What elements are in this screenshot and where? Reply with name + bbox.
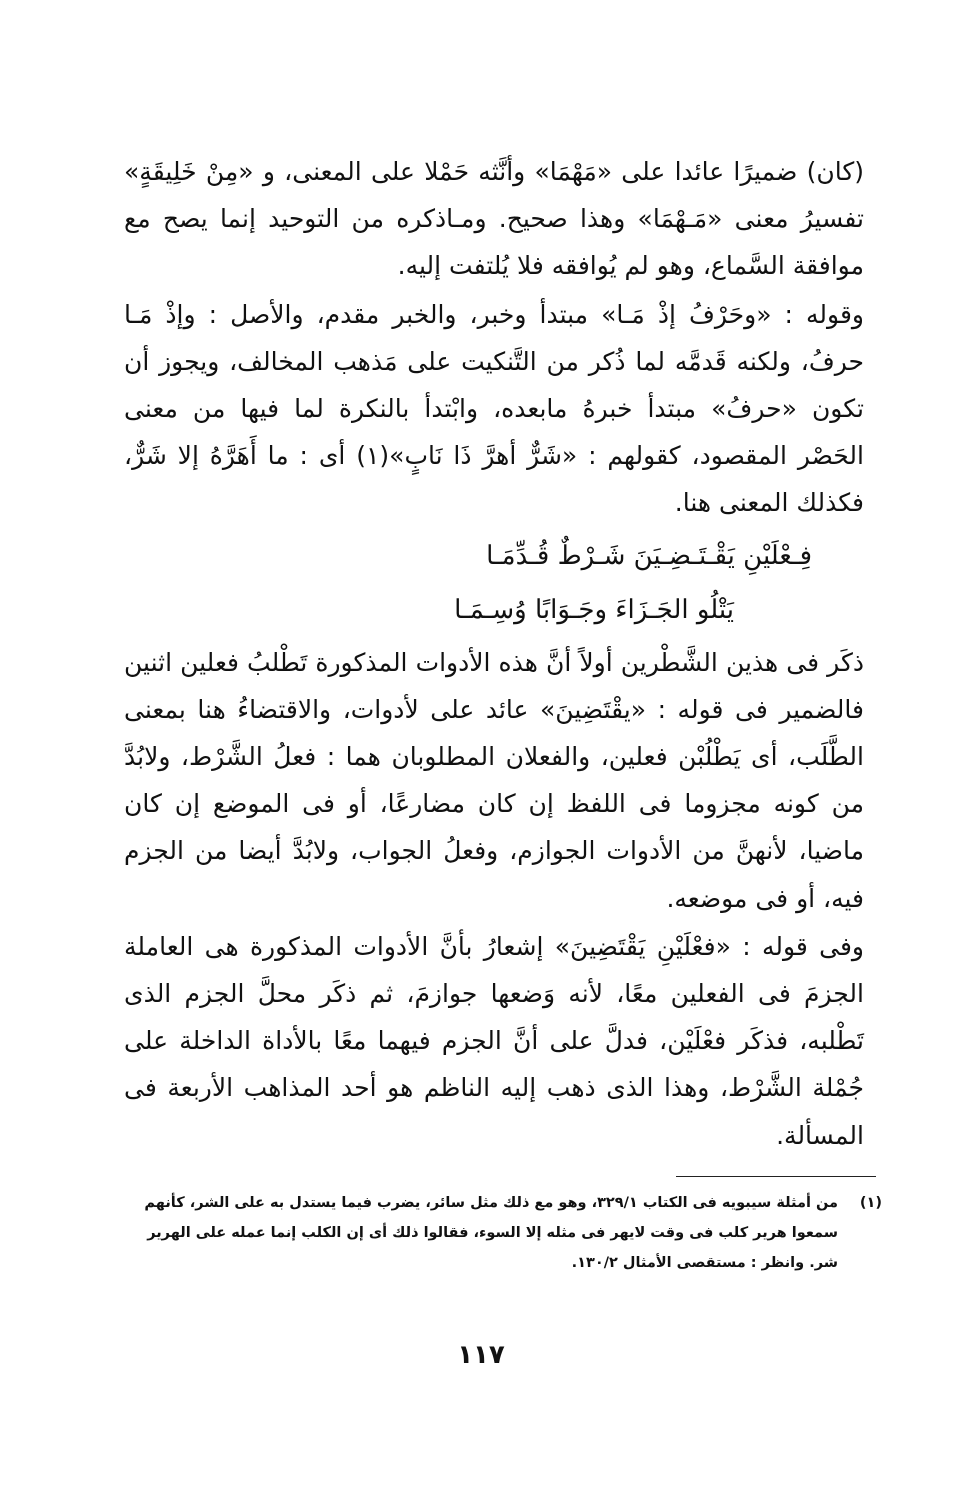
verse-line-2: يَتْلُو الجَـزَاءَ وجَـوَابًا وُسِـمَـا bbox=[454, 594, 734, 625]
main-text bbox=[124, 148, 864, 1160]
verse-line-1: فِـعْلَيْنِ يَقْـتَـضِـيَنَ شَـرْطٌ قُـدِّمَـا bbox=[486, 540, 812, 571]
footnote-marker: (١) bbox=[859, 1195, 882, 1211]
paragraph-1: (كان) ضميرًا عائدا على «مَهْمَا» وأنَّثه حَمْلا على المعنى، و «مِنْ خَلِيقَةٍ» تفسيرُ معنى «مَـهْمَا» وهذا صحيح. ومـاذكره من التوحيد إنما يصح مع موافقة السَّماع، وهو لم يُوافقه فلا يُلتفت إليه. bbox=[124, 157, 864, 281]
page-number: ١١٧ bbox=[457, 1340, 505, 1370]
footnote-divider bbox=[676, 1176, 876, 1177]
footnote-text: من أمثلة سيبويه فى الكتاب ٣٢٩/١، وهو مع ذلك مثل سائر، يضرب فيما يستدل به على الشر، كأنهم سمعوا هرير كلب فى وقت لايهر فى مثله إلا السوء، فقالوا ذلك أى إن الكلب إنما عمله على الهرير شر. وانظر : مستقصى الأمثال ١٣٠/٢. bbox=[144, 1195, 838, 1271]
footnote bbox=[122, 1188, 882, 1278]
paragraph-2: وقوله : «وحَرْفُ إذْ مَـا» مبتدأ وخبر، والخبر مقدم، والأصل : وإذْ مَـا حرفُ، ولكنه قَدمَّه لما ذُكر من التَّنكيت على مَذهب المخالف، ويجوز أن تكون «حرفُ» مبتدأ خبرهُ مابعده، وابْتدأ بالنكرة لما فيها من معنى الحَصْر المقصود، كقولهم : «شَرٌّ أهرَّ ذَا نَابٍ»(١) أى : ما أَهَرَّهُ إلا شَرٌّ، فكذلك المعنى هنا. bbox=[124, 299, 864, 518]
paragraph-3: ذكَر فى هذين الشَّطْرين أولاً أنَّ هذه الأدوات المذكورة تَطْلبُ فعلين اثنين فالضمير فى قوله : «يقْتَضِينَ» عائد على لأدوات، والاقتضاءُ هنا بمعنى الطَّلَب، أى يَطْلُبْن فعلين، والفعلان المطلوبان هما : فعلُ الشَّرْط، ولابُدَّ من كونه مجزوما فى اللفظ إن كان مضارعًا، أو فى الموضع إن كان ماضيا، لأنهنَّ من الأدوات الجوازم، وفعلُ الجواب، ولابُدَّ أيضا من الجزم فيه، أو فى موضعه. bbox=[124, 647, 864, 913]
paragraph-4: وفى قوله : «فعْلَيْنِ يَقْتَضِينَ» إشعارُ بأنَّ الأدوات المذكورة هى العاملة الجزمَ فى الفعلين معًا، لأنه وَضعها جوازمَ، ثم ذكَر محلَّ الجزم الذى تَطْلبه، فذكَر فعْلَيْن، فدلَّ على أنَّ الجزم فيهما معًا بالأداة الداخلة على جُمْلة الشَّرْط، وهذا الذى ذهب إليه الناظم هو أحد المذاهب الأربعة فى المسألة. bbox=[124, 931, 864, 1150]
